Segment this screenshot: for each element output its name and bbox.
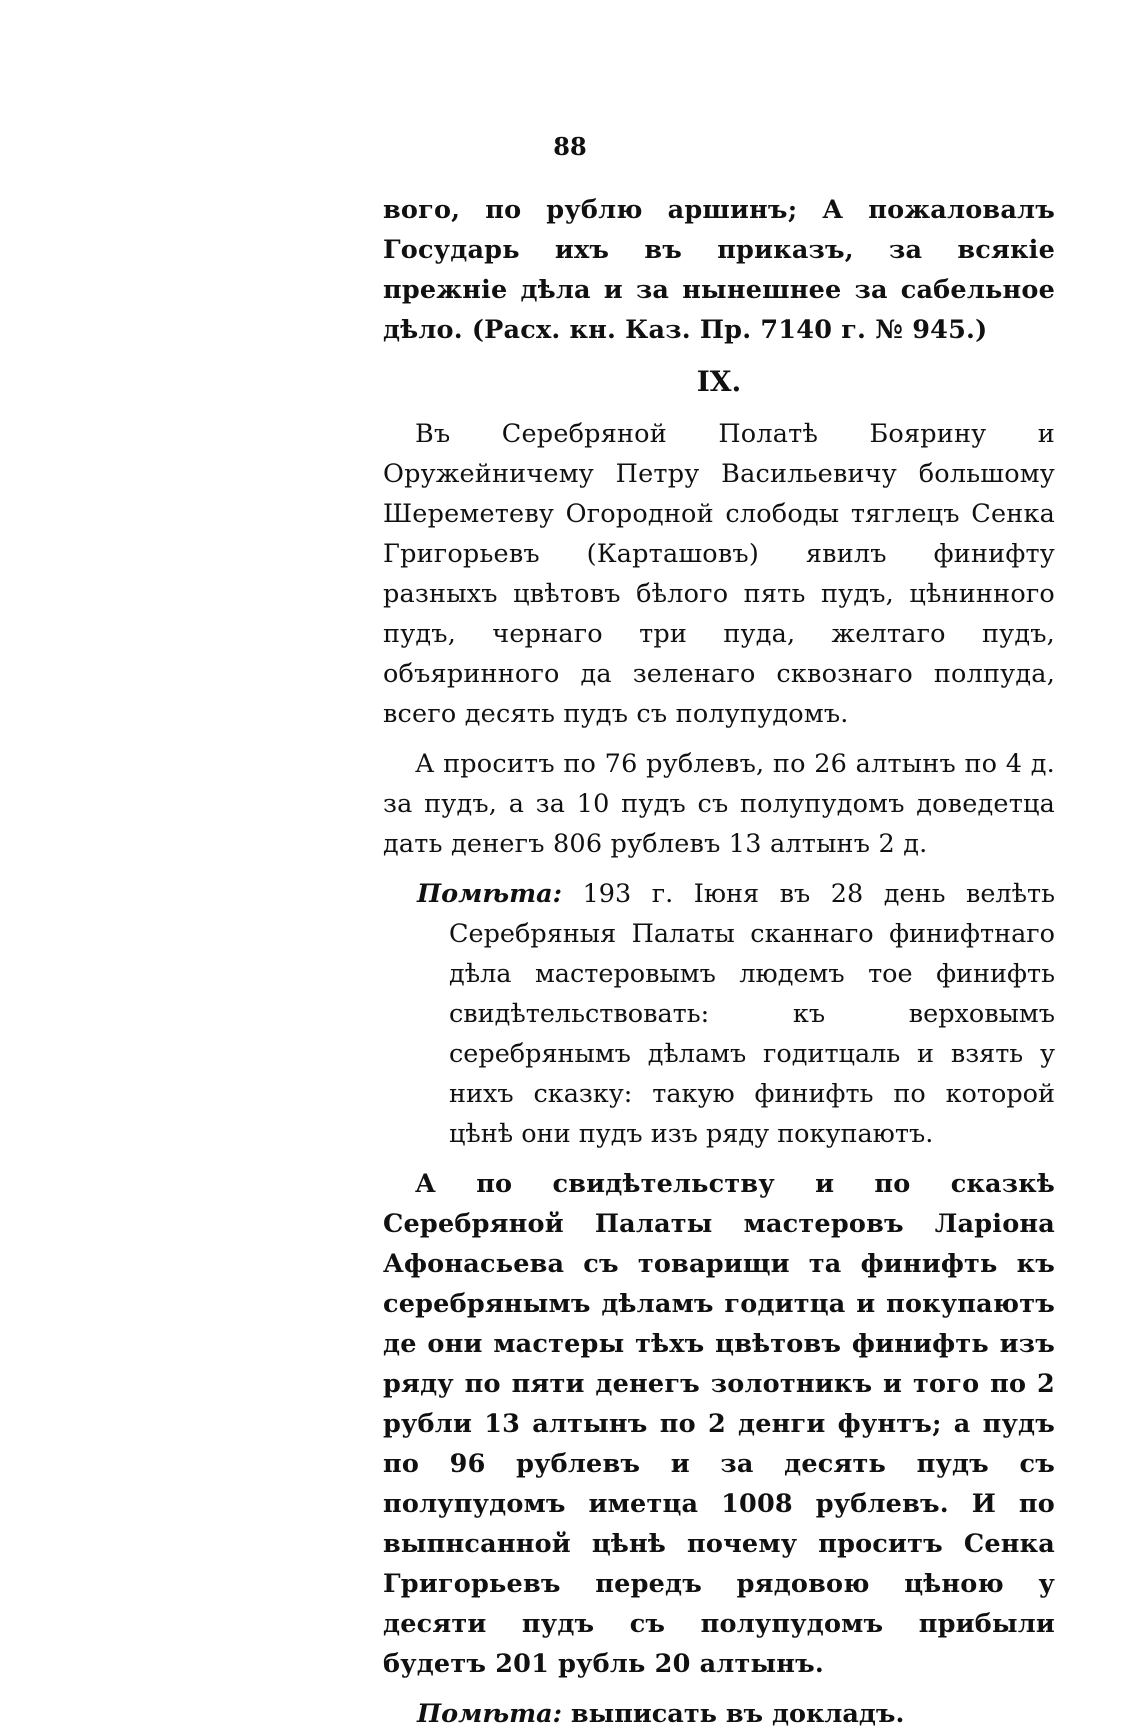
page-number: 88 — [553, 132, 587, 161]
paragraph-price-request: А проситъ по 76 рублевъ, по 26 алтынъ по 4 д. за пудъ, а за 10 пудъ съ полупудомъ доведетца дать денегъ 806 рублевъ 13 алтынъ 2 д. — [383, 749, 1055, 859]
section-heading: IX. — [696, 365, 742, 398]
note-text: выписать въ докладъ. — [570, 1699, 905, 1729]
paragraph-continuation: вого, по рублю аршинъ; А пожаловалъ Государь ихъ въ приказъ, за всякіе прежніе дѣла и за нынешнее за сабельное дѣло. (Расх. кн. Каз. Пр. 7140 г. № 945.) — [383, 195, 1055, 345]
note-first — [383, 874, 1055, 1154]
note-label: Помѣта: — [417, 879, 563, 909]
paragraph-petition: Въ Серебряной Полатѣ Боярину и Оружейничему Петру Васильевичу большому Шереметеву Огородной слободы тяглецъ Сенка Григорьевъ (Карташовъ) явилъ финифту разныхъ цвѣтовъ бѣлого пять пудъ, цѣнинного пудъ, чернаго три пуда, желтаго пудъ, объяринного да зеленаго сквознаго полпуда, всего десять пудъ съ полупудомъ. — [383, 419, 1055, 729]
note-label: Помѣта: — [417, 1699, 563, 1729]
paragraph-testimony: А по свидѣтельству и по сказкѣ Серебряной Палаты мастеровъ Ларіона Афонасьева съ товарищи та финифть къ серебрянымъ дѣламъ годитца и покупаютъ де они мастеры тѣхъ цвѣтовъ финифть изъ ряду по пяти денегъ золотникъ и того по 2 рубли 13 алтынъ по 2 денги фунтъ; а пудъ по 96 рублевъ и за десять пудъ съ полупудомъ иметца 1008 рублевъ. И по выпнсанной цѣнѣ почему проситъ Сенка Григорьевъ передъ рядовою цѣною у десяти пудъ съ полупудомъ прибыли будетъ 201 рубль 20 алтынъ. — [383, 1169, 1055, 1679]
note-text: 193 г. Іюня въ 28 день велѣть Серебряныя Палаты сканнаго финифтнаго дѣла мастеровымъ людемъ тое финифть свидѣтельствовать: къ верховымъ серебрянымъ дѣламъ годитцаль и взять у нихъ сказку: такую финифть по которой цѣнѣ они пудъ изъ ряду покупаютъ. — [449, 879, 1056, 1149]
note-second — [383, 1694, 1055, 1734]
text-block — [383, 190, 1055, 1734]
